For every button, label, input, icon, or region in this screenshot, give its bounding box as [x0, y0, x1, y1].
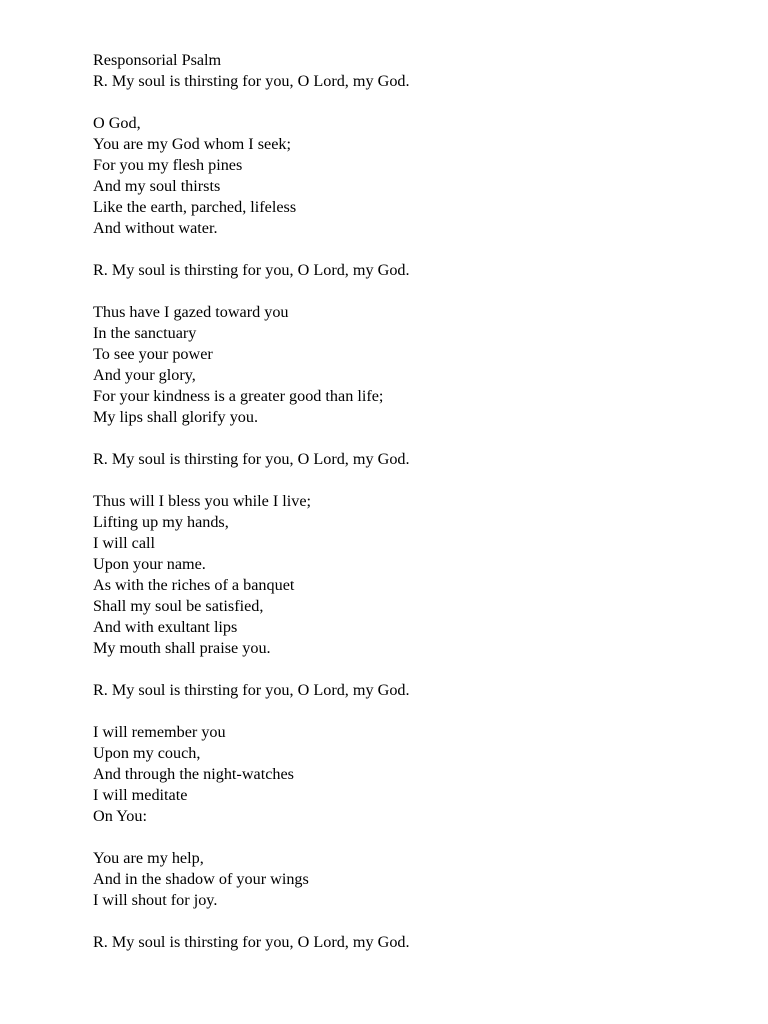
verse-line: I will meditate: [93, 786, 188, 804]
verse-line: I will remember you: [93, 723, 226, 741]
verse-line: And through the night-watches: [93, 765, 294, 783]
refrain-line: R. My soul is thirsting for you, O Lord, my God.: [93, 72, 410, 90]
refrain-line: R. My soul is thirsting for you, O Lord, my God.: [93, 450, 410, 468]
stanza-gap: [93, 701, 733, 722]
verse-line: I will shout for joy.: [93, 891, 218, 909]
verse-line: And in the shadow of your wings: [93, 870, 309, 888]
verse-line: For your kindness is a greater good than life;: [93, 387, 384, 405]
stanza-gap: [93, 911, 733, 932]
verse-line: Like the earth, parched, lifeless: [93, 198, 297, 216]
verse-line: Shall my soul be satisfied,: [93, 597, 264, 615]
stanza-gap: [93, 470, 733, 491]
verse-line: And my soul thirsts: [93, 177, 221, 195]
document-title: Responsorial Psalm: [93, 51, 222, 69]
refrain-line: R. My soul is thirsting for you, O Lord, my God.: [93, 933, 410, 951]
refrain-line: R. My soul is thirsting for you, O Lord, my God.: [93, 681, 410, 699]
stanza-gap: [93, 659, 733, 680]
verse-line: And with exultant lips: [93, 618, 238, 636]
stanza-gap: [93, 428, 733, 449]
verse-line: Thus will I bless you while I live;: [93, 492, 312, 510]
psalm-text: [93, 50, 733, 953]
verse-line: Lifting up my hands,: [93, 513, 229, 531]
stanza-gap: [93, 827, 733, 848]
verse-line: O God,: [93, 114, 141, 132]
verse-line: Thus have I gazed toward you: [93, 303, 289, 321]
verse-line: My mouth shall praise you.: [93, 639, 271, 657]
verse-line: I will call: [93, 534, 156, 552]
verse-line: To see your power: [93, 345, 213, 363]
verse-line: And without water.: [93, 219, 218, 237]
verse-line: You are my help,: [93, 849, 204, 867]
verse-line: My lips shall glorify you.: [93, 408, 259, 426]
verse-line: In the sanctuary: [93, 324, 197, 342]
stanza-gap: [93, 281, 733, 302]
verse-line: On You:: [93, 807, 147, 825]
stanza-gap: [93, 239, 733, 260]
verse-line: As with the riches of a banquet: [93, 576, 295, 594]
verse-line: And your glory,: [93, 366, 196, 384]
verse-line: You are my God whom I seek;: [93, 135, 291, 153]
stanza-gap: [93, 92, 733, 113]
verse-line: For you my flesh pines: [93, 156, 243, 174]
verse-line: Upon my couch,: [93, 744, 201, 762]
verse-line: Upon your name.: [93, 555, 206, 573]
refrain-line: R. My soul is thirsting for you, O Lord, my God.: [93, 261, 410, 279]
